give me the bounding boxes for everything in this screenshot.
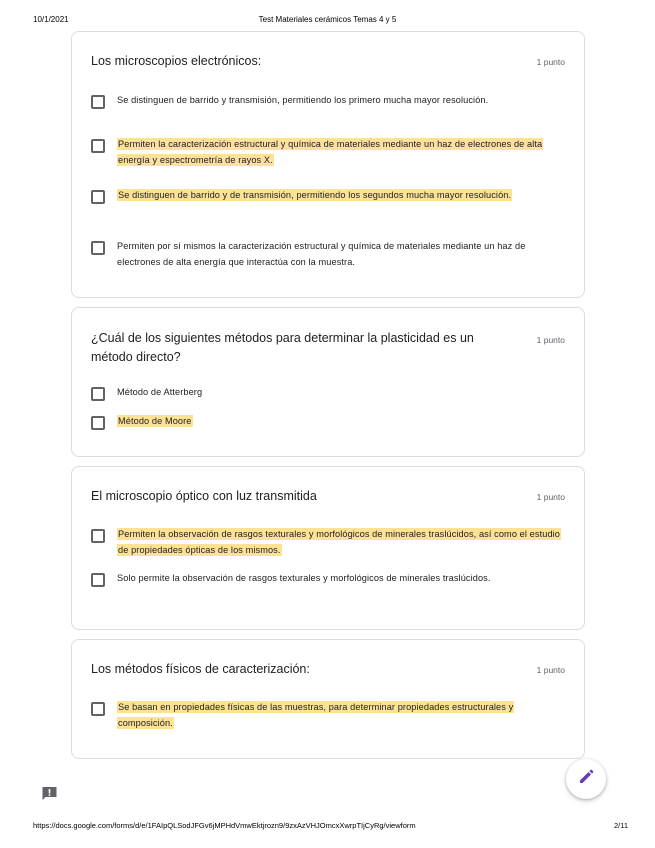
checkbox[interactable] <box>91 573 105 587</box>
print-date: 10/1/2021 <box>33 15 69 24</box>
print-header <box>0 15 655 27</box>
option-checkbox[interactable] <box>91 92 561 109</box>
checkbox[interactable] <box>91 702 105 716</box>
option-label-highlighted: Permiten la caracterización estructural y química de materiales mediante un haz de electrones de alta energía y espectrometría de rayos X. <box>118 139 543 165</box>
question-card-1 <box>71 31 585 298</box>
question-title: El microscopio óptico con luz transmitida <box>91 489 317 503</box>
option-checkbox[interactable] <box>91 238 561 270</box>
checkbox[interactable] <box>91 416 105 430</box>
checkbox[interactable] <box>91 95 105 109</box>
option-checkbox[interactable] <box>91 136 561 168</box>
print-title: Test Materiales cerámicos Temas 4 y 5 <box>258 15 397 24</box>
question-points: 1 punto <box>536 492 565 502</box>
checkbox[interactable] <box>91 387 105 401</box>
option-label-highlighted: Método de Moore <box>118 416 192 426</box>
question-points: 1 punto <box>536 335 565 345</box>
option-label-highlighted: Permiten la observación de rasgos texturales y morfológicos de minerales traslúcidos, así como el estudio de propiedades ópticas de los mismos. <box>118 529 561 555</box>
checkbox[interactable] <box>91 241 105 255</box>
question-card-4 <box>71 639 585 759</box>
checkbox[interactable] <box>91 139 105 153</box>
option-checkbox[interactable] <box>91 526 561 558</box>
checkbox[interactable] <box>91 190 105 204</box>
option-label: Solo permite la observación de rasgos texturales y morfológicos de minerales traslúcidos. <box>117 573 491 583</box>
question-points: 1 punto <box>536 665 565 675</box>
question-title: Los métodos físicos de caracterización: <box>91 662 310 676</box>
report-problem-icon[interactable] <box>41 786 58 801</box>
option-checkbox[interactable] <box>91 570 561 587</box>
option-checkbox[interactable] <box>91 699 561 731</box>
option-label: Método de Atterberg <box>117 387 203 397</box>
option-checkbox[interactable] <box>91 187 561 204</box>
option-label-highlighted: Se distinguen de barrido y de transmisión, permitiendo los segundos mucha mayor resolución. <box>118 190 512 200</box>
pencil-icon <box>578 769 594 790</box>
edit-fab-button[interactable] <box>566 759 606 799</box>
print-page-number: 2/11 <box>613 821 628 830</box>
print-footer <box>0 821 655 833</box>
question-title: Los microscopios electrónicos: <box>91 54 262 68</box>
option-label: Se distinguen de barrido y transmisión, permitiendo los primero mucha mayor resolución. <box>117 95 489 105</box>
checkbox[interactable] <box>91 529 105 543</box>
option-checkbox[interactable] <box>91 413 561 430</box>
option-label-highlighted: Se basan en propiedades físicas de las muestras, para determinar propiedades estructurales y composición. <box>118 702 514 728</box>
question-title: ¿Cuál de los siguientes métodos para determinar la plasticidad es un método directo? <box>91 331 474 364</box>
option-label: Permiten por sí mismos la caracterización estructural y química de materiales mediante un haz de electrones de alta energía que interactúa con la muestra. <box>117 241 526 267</box>
question-points: 1 punto <box>536 57 565 67</box>
print-url: https://docs.google.com/forms/d/e/1FAIpQLSodJFGv6jMPHdVmwEktjrozn9/9zxAzVHJOmcxXwrpTIjCyRg/viewform <box>33 821 416 830</box>
question-card-3 <box>71 466 585 630</box>
option-checkbox[interactable] <box>91 384 561 401</box>
question-card-2 <box>71 307 585 457</box>
